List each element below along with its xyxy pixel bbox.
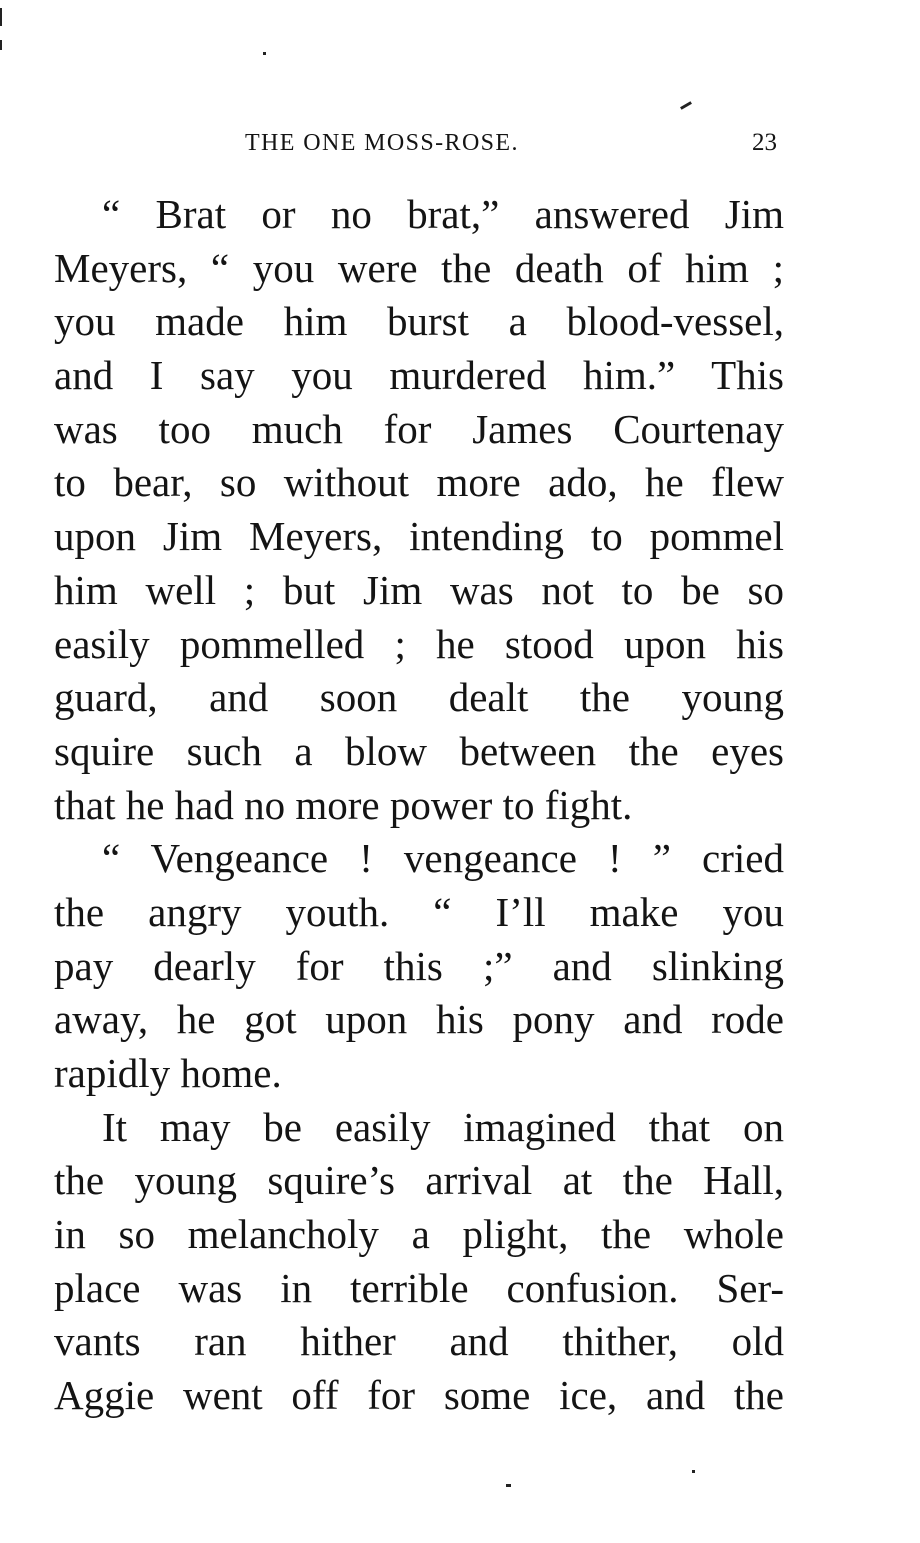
body-text [54, 188, 784, 1423]
text-line: upon Jim Meyers, intending to pommel [54, 513, 784, 560]
page-number: 23 [752, 129, 777, 156]
paragraph [54, 188, 784, 832]
paragraph [54, 1101, 784, 1423]
text-line: in so melancholy a plight, the whole [54, 1211, 784, 1258]
text-line: and I say you murdered him.” This [54, 352, 784, 399]
text-line: was too much for James Courtenay [54, 405, 784, 452]
text-line: It may be easily imagined that on [102, 1103, 784, 1150]
text-line: squire such a blow between the eyes [54, 727, 784, 774]
text-line: the young squire’s arrival at the Hall, [54, 1157, 784, 1204]
running-title: THE ONE MOSS-ROSE. [245, 130, 519, 156]
text-line: “ Vengeance ! vengeance ! ” cried [102, 835, 784, 882]
text-line: away, he got upon his pony and rode [54, 996, 784, 1043]
scan-speck [263, 52, 266, 55]
text-line: the angry youth. “ I’ll make you [54, 888, 784, 935]
scan-speck [692, 1470, 695, 1473]
scan-speck [506, 1484, 511, 1487]
text-line: him well ; but Jim was not to be so [54, 566, 784, 613]
text-line: to bear, so without more ado, he flew [54, 459, 784, 506]
scan-speck [680, 101, 692, 110]
text-line: “ Brat or no brat,” answered Jim [102, 191, 784, 237]
text-line: you made him burst a blood-vessel, [54, 298, 784, 345]
text-line: place was in terrible confusion. Ser- [54, 1264, 784, 1311]
scan-speck [0, 8, 2, 26]
running-head [245, 128, 785, 162]
paragraph [54, 832, 784, 1100]
text-line: Meyers, “ you were the death of him ; [54, 244, 784, 291]
scan-speck [0, 40, 2, 50]
text-line: that he had no more power to fight. [54, 781, 633, 828]
text-line: rapidly home. [54, 1050, 282, 1096]
text-line: pay dearly for this ;” and slinking [54, 942, 784, 989]
text-line: vants ran hither and thither, old [54, 1318, 784, 1365]
text-line: guard, and soon dealt the young [54, 674, 784, 721]
text-line: easily pommelled ; he stood upon his [54, 620, 784, 667]
text-line: Aggie went off for some ice, and the [54, 1372, 784, 1419]
